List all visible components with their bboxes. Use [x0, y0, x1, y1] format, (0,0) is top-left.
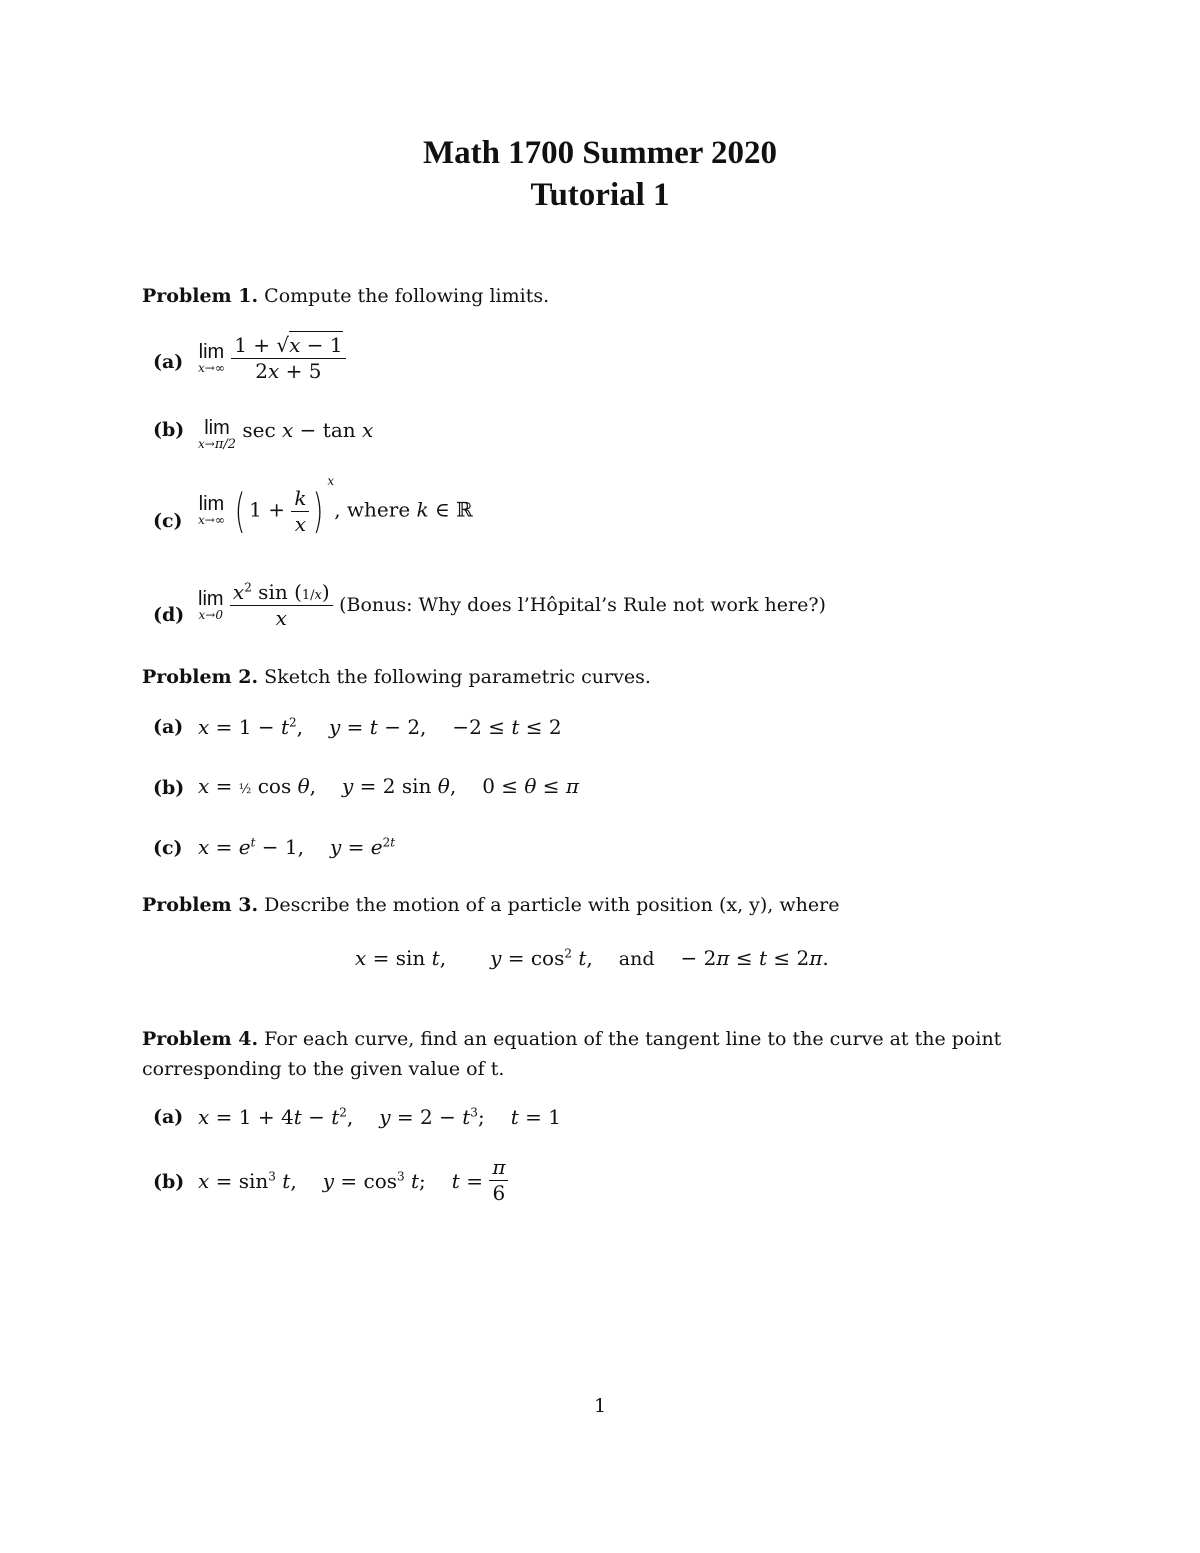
problem-1a-label: (a) — [153, 351, 184, 373]
problem-2-heading: Problem 2. — [142, 666, 259, 688]
problem-2c-label: (c) — [153, 837, 183, 859]
problem-3-text: Describe the motion of a particle with position (x, y), where — [264, 894, 840, 916]
problem-2a-label: (a) — [153, 716, 184, 738]
problem-1a-expression: lim x→∞ $\frac{1 + √x - 1}{2x + 5}$ — [198, 333, 346, 384]
problem-2b-label: (b) — [153, 777, 185, 799]
problem-2-statement — [142, 668, 651, 687]
problem-4b-label: (b) — [153, 1171, 185, 1193]
problem-1d-label: (d) — [153, 604, 185, 626]
problem-1-text: Compute the following limits. — [264, 285, 550, 307]
problem-3-and: and — [618, 948, 655, 970]
problem-1c-suffix: , where — [334, 497, 411, 522]
problem-1c-label: (c) — [153, 510, 183, 532]
problem-1c-expression: lim x→∞ ( 1 + $\frac{k}{x}$ )$^x$, where k ∈ ℝ — [198, 473, 473, 538]
problem-4-statement — [142, 1030, 1001, 1049]
problem-4-text-line2: corresponding to the given value of t. — [142, 1058, 505, 1080]
problem-3-statement — [142, 896, 839, 915]
problem-1d-bonus-note: (Bonus: Why does l’Hôpital’s Rule not work here?) — [339, 594, 826, 616]
problem-1d-expression: lim x→0 $\frac{x^2 \sin (1/x)}{x}$ (Bonus: Why does l’Hôpital’s Rule not work here?) — [198, 580, 826, 630]
problem-4-text-line1: For each curve, find an equation of the tangent line to the curve at the point — [264, 1028, 1002, 1050]
problem-2b-expression: x = ½ cos θ, y = 2 sin θ, 0 ≤ θ ≤ π — [198, 774, 580, 798]
document-title: Math 1700 Summer 2020 — [422, 135, 778, 171]
problem-3-equation: x = sin t, $y = \cos^2 t$, and − 2π ≤ t ≤ 2π. — [355, 946, 829, 970]
problem-4b-expression: $x = \sin^3 t$, $y = \cos^3 t$; t = $\frac{\pi}{6}$ — [198, 1155, 508, 1206]
problem-1-heading: Problem 1. — [142, 285, 259, 307]
problem-2-text: Sketch the following parametric curves. — [264, 666, 651, 688]
problem-4-heading: Problem 4. — [142, 1028, 259, 1050]
problem-4a-expression: $x = 1 + 4t - t^2$, $y = 2 - t^3$; t = 1 — [198, 1105, 561, 1129]
document-subtitle: Tutorial 1 — [530, 177, 670, 213]
problem-3-heading: Problem 3. — [142, 894, 259, 916]
problem-1-statement — [142, 287, 549, 306]
problem-2a-expression: $x = 1 - t^2$, y = t − 2, −2 ≤ t ≤ 2 — [198, 715, 562, 739]
problem-2c-expression: $x = e^t - 1$, $y = e^{2t}$ — [198, 835, 396, 859]
problem-1b-label: (b) — [153, 419, 185, 441]
problem-4a-label: (a) — [153, 1106, 184, 1128]
page-number: 1 — [593, 1395, 607, 1417]
problem-1b-expression: lim x→π/2 sec x − tan x — [198, 417, 374, 452]
